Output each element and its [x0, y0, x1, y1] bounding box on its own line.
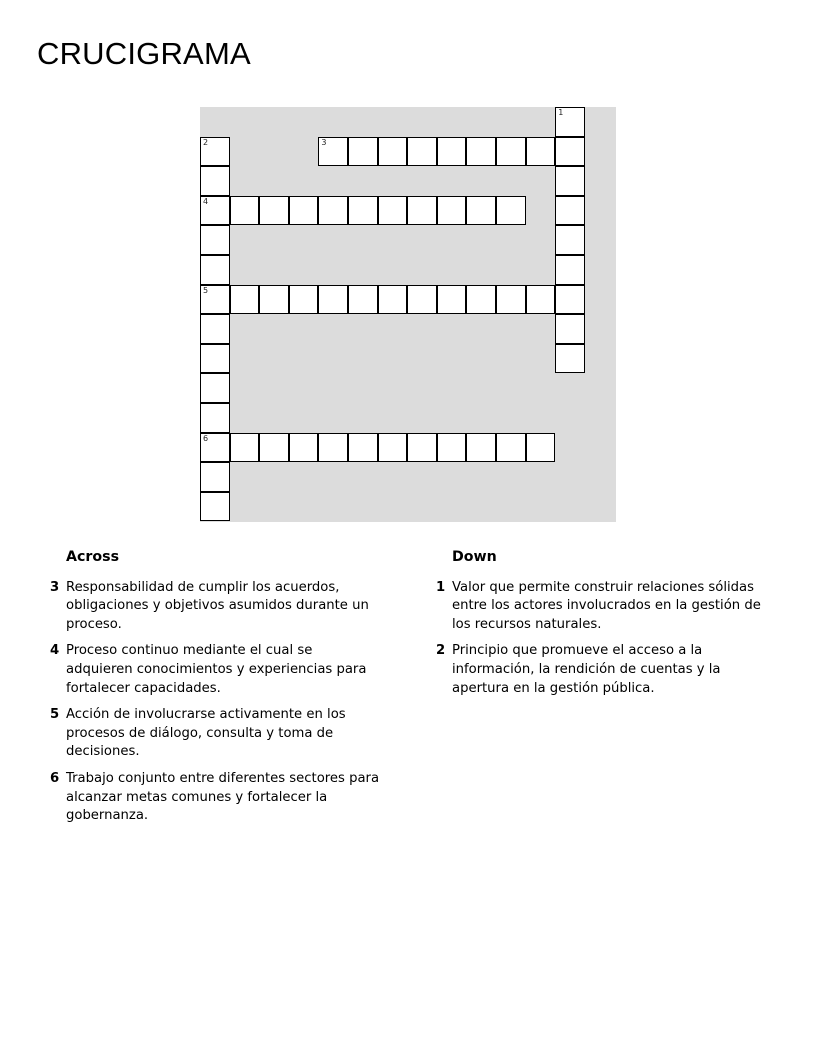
down-heading: Down	[452, 549, 497, 565]
crossword-cell[interactable]	[378, 196, 408, 226]
clue-across-5	[37, 706, 382, 762]
crossword-cell[interactable]	[318, 433, 348, 463]
crossword-cell[interactable]	[555, 137, 585, 167]
clue-number: 2	[436, 643, 446, 659]
crossword-cell[interactable]	[526, 433, 556, 463]
cell-number: 4	[203, 196, 209, 206]
crossword-cell[interactable]	[496, 285, 526, 315]
clue-text: Proceso continuo mediante el cual se adquieren conocimientos y experiencias para fortalecer capacidades.	[66, 643, 367, 696]
crossword-cell[interactable]	[200, 344, 230, 374]
crossword-cell[interactable]	[526, 137, 556, 167]
crossword-cell[interactable]	[437, 137, 467, 167]
crossword-cell[interactable]	[348, 196, 378, 226]
crossword-cell[interactable]	[407, 196, 437, 226]
crossword-cell[interactable]	[496, 433, 526, 463]
crossword-cell[interactable]	[200, 137, 230, 167]
clue-across-3	[37, 579, 382, 635]
crossword-cell[interactable]	[496, 137, 526, 167]
crossword-cell[interactable]	[437, 285, 467, 315]
crossword-cell[interactable]	[555, 225, 585, 255]
crossword-cell[interactable]	[466, 285, 496, 315]
crossword-cell[interactable]	[555, 107, 585, 137]
crossword-cell[interactable]	[289, 196, 319, 226]
crossword-cell[interactable]	[407, 285, 437, 315]
clue-text: Valor que permite construir relaciones sólidas entre los actores involucrados en la gestión de los recursos naturales.	[452, 579, 761, 632]
crossword-cell[interactable]	[555, 344, 585, 374]
crossword-cell[interactable]	[200, 314, 230, 344]
clue-across-6	[37, 770, 382, 826]
across-clues	[37, 548, 382, 834]
down-clues	[423, 548, 768, 706]
crossword-cell[interactable]	[289, 285, 319, 315]
crossword-cell[interactable]	[200, 255, 230, 285]
page-title: CRUCIGRAMA	[37, 36, 251, 71]
crossword-cell[interactable]	[200, 225, 230, 255]
clue-across-4	[37, 642, 382, 698]
crossword-cell[interactable]	[555, 196, 585, 226]
crossword-cell[interactable]	[466, 196, 496, 226]
crossword-cell[interactable]	[259, 433, 289, 463]
crossword-cell[interactable]	[526, 285, 556, 315]
clue-number: 4	[50, 643, 60, 659]
crossword-cell[interactable]	[318, 196, 348, 226]
cell-number: 2	[203, 137, 209, 147]
crossword-cell[interactable]	[318, 137, 348, 167]
crossword-cell[interactable]	[496, 196, 526, 226]
crossword-cell[interactable]	[200, 403, 230, 433]
crossword-cell[interactable]	[318, 285, 348, 315]
crossword-cell[interactable]	[378, 285, 408, 315]
clue-down-2	[423, 642, 768, 698]
cell-number: 3	[321, 137, 327, 147]
crossword-cell[interactable]	[407, 433, 437, 463]
crossword-cell[interactable]	[555, 314, 585, 344]
crossword-cell[interactable]	[555, 255, 585, 285]
clue-number: 1	[436, 579, 446, 595]
clue-number: 6	[50, 770, 60, 786]
crossword-cell[interactable]	[200, 462, 230, 492]
across-heading: Across	[66, 549, 120, 565]
crossword-cell[interactable]	[348, 433, 378, 463]
clue-number: 3	[50, 579, 60, 595]
cell-number: 1	[558, 108, 564, 117]
crossword-cell[interactable]	[200, 285, 230, 315]
cell-number: 6	[203, 433, 209, 443]
clue-number: 5	[50, 707, 60, 723]
crossword-cell[interactable]	[407, 137, 437, 167]
crossword-grid	[200, 107, 616, 522]
crossword-cell[interactable]	[348, 285, 378, 315]
crossword-cell[interactable]	[555, 166, 585, 196]
clue-text: Responsabilidad de cumplir los acuerdos, obligaciones y objetivos asumidos durante un proceso.	[66, 579, 369, 632]
crossword-cell[interactable]	[378, 433, 408, 463]
clue-down-1	[423, 579, 768, 635]
crossword-cell[interactable]	[259, 285, 289, 315]
crossword-cell[interactable]	[437, 196, 467, 226]
crossword-cell[interactable]	[230, 196, 260, 226]
crossword-cell[interactable]	[200, 433, 230, 463]
crossword-cell[interactable]	[378, 137, 408, 167]
crossword-cell[interactable]	[200, 196, 230, 226]
crossword-cell[interactable]	[289, 433, 319, 463]
crossword-cell[interactable]	[230, 285, 260, 315]
crossword-cell[interactable]	[348, 137, 378, 167]
cell-number: 5	[203, 285, 209, 295]
crossword-cell[interactable]	[437, 433, 467, 463]
crossword-cell[interactable]	[200, 373, 230, 403]
crossword-cell[interactable]	[466, 137, 496, 167]
crossword-cell[interactable]	[466, 433, 496, 463]
clue-text: Acción de involucrarse activamente en los procesos de diálogo, consulta y toma de decisiones.	[66, 707, 346, 760]
crossword-cell[interactable]	[259, 196, 289, 226]
crossword-cell[interactable]	[555, 285, 585, 315]
crossword-cell[interactable]	[200, 166, 230, 196]
clue-text: Trabajo conjunto entre diferentes sectores para alcanzar metas comunes y fortalecer la gobernanza.	[66, 770, 380, 824]
clue-text: Principio que promueve el acceso a la información, la rendición de cuentas y la apertura en la gestión pública.	[452, 643, 721, 696]
crossword-cell[interactable]	[230, 433, 260, 463]
crossword-cell[interactable]	[200, 492, 230, 522]
